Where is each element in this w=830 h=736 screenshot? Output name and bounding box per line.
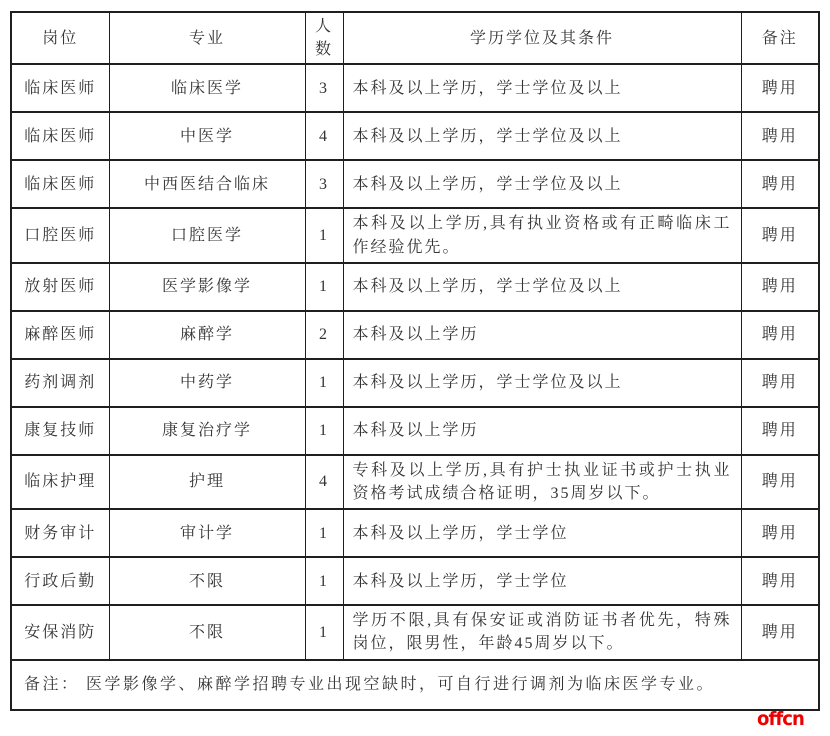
cell-remark: 聘用 [741, 605, 819, 659]
cell-count: 1 [305, 407, 343, 455]
table-row [11, 455, 819, 509]
cell-position: 麻醉医师 [11, 311, 109, 359]
cell-count: 1 [305, 557, 343, 605]
cell-requirement: 本科及以上学历，学士学位及以上 [343, 359, 741, 407]
table-row [11, 509, 819, 557]
cell-major: 不限 [109, 605, 305, 659]
table-row [11, 64, 819, 112]
header-major: 专业 [109, 12, 305, 64]
cell-remark: 聘用 [741, 311, 819, 359]
cell-position: 临床医师 [11, 160, 109, 208]
cell-count: 4 [305, 112, 343, 160]
cell-requirement: 本科及以上学历，学士学位及以上 [343, 112, 741, 160]
cell-remark: 聘用 [741, 359, 819, 407]
footer-note: 备注： 医学影像学、麻醉学招聘专业出现空缺时，可自行进行调剂为临床医学专业。 [11, 660, 819, 710]
header-count: 人数 [305, 12, 343, 64]
cell-requirement: 专科及以上学历,具有护士执业证书或护士执业资格考试成绩合格证明，35周岁以下。 [343, 455, 741, 509]
cell-major: 康复治疗学 [109, 407, 305, 455]
cell-major: 中药学 [109, 359, 305, 407]
header-row [11, 12, 819, 64]
cell-position: 放射医师 [11, 263, 109, 311]
cell-count: 1 [305, 208, 343, 262]
cell-position: 临床护理 [11, 455, 109, 509]
cell-major: 临床医学 [109, 64, 305, 112]
cell-count: 3 [305, 160, 343, 208]
table-row [11, 112, 819, 160]
cell-position: 口腔医师 [11, 208, 109, 262]
cell-count: 2 [305, 311, 343, 359]
recruitment-table [10, 11, 820, 711]
cell-major: 医学影像学 [109, 263, 305, 311]
cell-position: 行政后勤 [11, 557, 109, 605]
table-row [11, 557, 819, 605]
cell-count: 1 [305, 605, 343, 659]
table-row [11, 263, 819, 311]
cell-requirement: 本科及以上学历，学士学位及以上 [343, 64, 741, 112]
recruitment-table-container [10, 11, 820, 711]
footer-row [11, 660, 819, 710]
cell-remark: 聘用 [741, 455, 819, 509]
table-row [11, 311, 819, 359]
cell-position: 安保消防 [11, 605, 109, 659]
cell-remark: 聘用 [741, 509, 819, 557]
cell-count: 4 [305, 455, 343, 509]
table-row [11, 160, 819, 208]
cell-requirement: 本科及以上学历，学士学位及以上 [343, 160, 741, 208]
cell-position: 临床医师 [11, 112, 109, 160]
cell-major: 中医学 [109, 112, 305, 160]
cell-requirement: 本科及以上学历，学士学位 [343, 557, 741, 605]
cell-position: 康复技师 [11, 407, 109, 455]
table-row [11, 208, 819, 262]
table-body [11, 64, 819, 659]
header-position: 岗位 [11, 12, 109, 64]
table-row [11, 359, 819, 407]
cell-requirement: 本科及以上学历,具有执业资格或有正畸临床工作经验优先。 [343, 208, 741, 262]
cell-remark: 聘用 [741, 263, 819, 311]
cell-position: 财务审计 [11, 509, 109, 557]
cell-remark: 聘用 [741, 112, 819, 160]
cell-major: 麻醉学 [109, 311, 305, 359]
cell-remark: 聘用 [741, 208, 819, 262]
cell-remark: 聘用 [741, 64, 819, 112]
cell-requirement: 本科及以上学历 [343, 311, 741, 359]
offcn-watermark: offcn [757, 708, 804, 730]
cell-count: 1 [305, 509, 343, 557]
header-remark: 备注 [741, 12, 819, 64]
cell-major: 护理 [109, 455, 305, 509]
cell-major: 不限 [109, 557, 305, 605]
cell-remark: 聘用 [741, 407, 819, 455]
cell-remark: 聘用 [741, 160, 819, 208]
cell-count: 1 [305, 359, 343, 407]
cell-count: 1 [305, 263, 343, 311]
cell-major: 中西医结合临床 [109, 160, 305, 208]
cell-requirement: 本科及以上学历，学士学位及以上 [343, 263, 741, 311]
cell-count: 3 [305, 64, 343, 112]
cell-position: 药剂调剂 [11, 359, 109, 407]
cell-major: 审计学 [109, 509, 305, 557]
header-requirement: 学历学位及其条件 [343, 12, 741, 64]
table-row [11, 407, 819, 455]
cell-requirement: 本科及以上学历 [343, 407, 741, 455]
table-row [11, 605, 819, 659]
cell-major: 口腔医学 [109, 208, 305, 262]
cell-requirement: 学历不限,具有保安证或消防证书者优先，特殊岗位，限男性，年龄45周岁以下。 [343, 605, 741, 659]
cell-position: 临床医师 [11, 64, 109, 112]
cell-remark: 聘用 [741, 557, 819, 605]
cell-requirement: 本科及以上学历，学士学位 [343, 509, 741, 557]
